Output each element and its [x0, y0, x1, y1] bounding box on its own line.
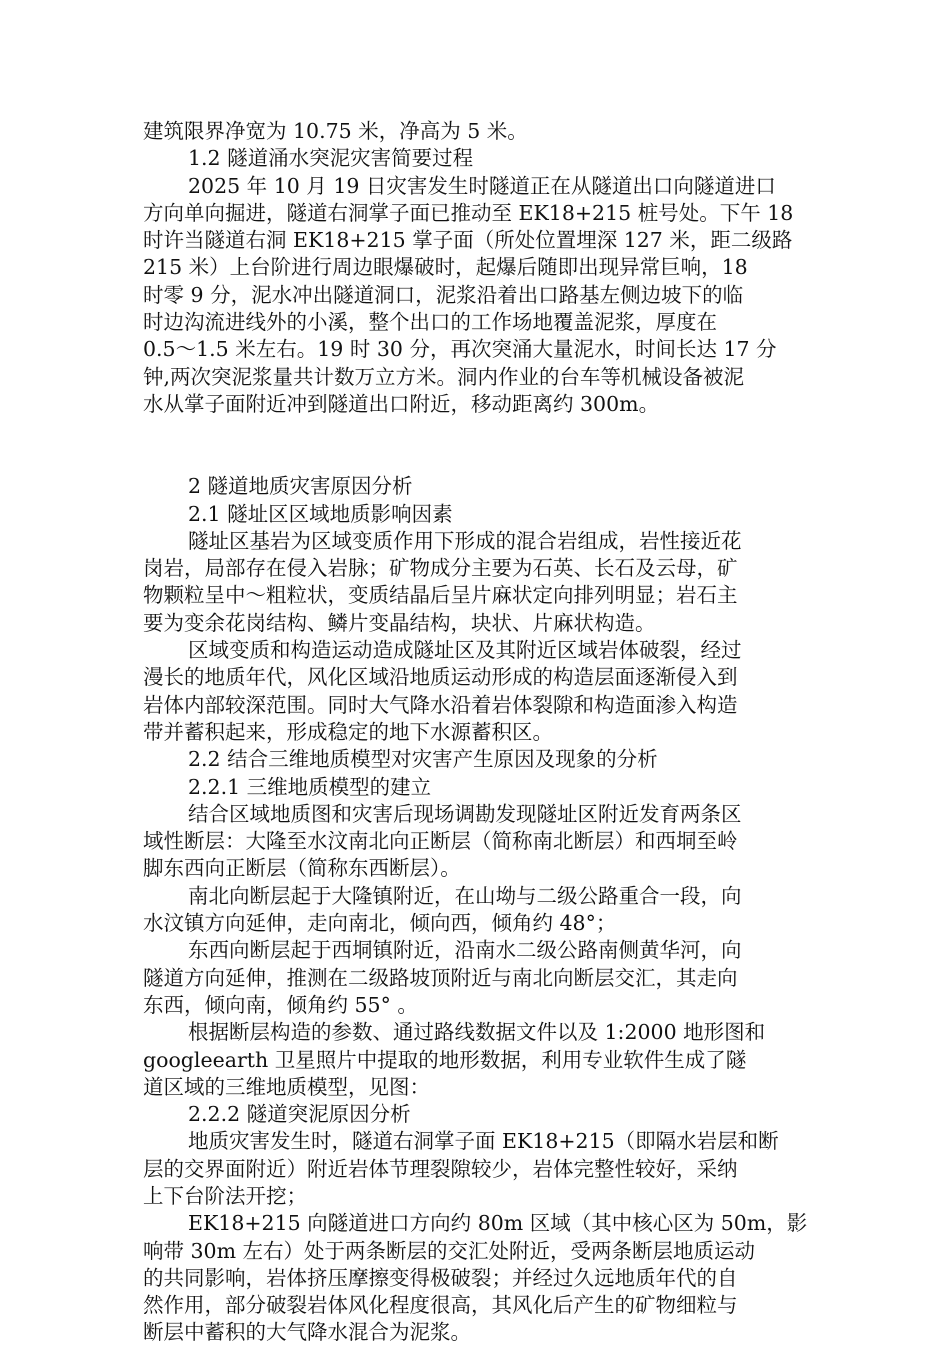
- paragraph-line: 钟,两次突泥浆量共计数万立方米。洞内作业的台车等机械设备被泥: [143, 364, 745, 389]
- paragraph-line: 地质灾害发生时，隧道右洞掌子面 EK18+215（即隔水岩层和断: [188, 1129, 779, 1154]
- paragraph-line: 道区域的三维地质模型，见图：: [143, 1074, 430, 1099]
- document-page: [143, 118, 808, 1347]
- body-paragraph: [143, 801, 808, 883]
- body-paragraph: [143, 1128, 808, 1210]
- paragraph-line: 南北向断层起于大隆镇附近，在山坳与二级公路重合一段，向: [188, 883, 742, 908]
- section-spacer: [143, 418, 808, 473]
- body-paragraph: [143, 1210, 808, 1346]
- paragraph-line: 根据断层构造的参数、通过路线数据文件以及 1:2000 地形图和: [188, 1020, 766, 1045]
- paragraph-line: 2025 年 10 月 19 日灾害发生时隧道正在从隧道出口向隧道进口: [188, 173, 776, 198]
- body-paragraph: [143, 937, 808, 1019]
- heading-text: 1.2 隧道涌水突泥灾害简要过程: [188, 146, 474, 171]
- paragraph-line: 漫长的地质年代，风化区域沿地质运动形成的构造层面逐渐侵入到: [143, 665, 738, 690]
- section-heading: [143, 774, 808, 801]
- paragraph-line: 隧址区基岩为区域变质作用下形成的混合岩组成，岩性接近花: [188, 528, 742, 553]
- paragraph-line: 隧道方向延伸，推测在二级路坡顶附近与南北向断层交汇，其走向: [143, 965, 738, 990]
- paragraph-line: 的共同影响，岩体挤压摩擦变得极破裂；并经过久远地质年代的自: [143, 1265, 738, 1290]
- section-heading: [143, 746, 808, 773]
- paragraph-line: googleearth 卫星照片中提取的地形数据，利用专业软件生成了隧: [143, 1047, 747, 1072]
- heading-text: 2.2.2 隧道突泥原因分析: [188, 1102, 411, 1127]
- section-heading: [143, 473, 808, 500]
- paragraph-line: EK18+215 向隧道进口方向约 80m 区域（其中核心区为 50m，影: [188, 1211, 808, 1236]
- paragraph-line: 然作用，部分破裂岩体风化程度很高，其风化后产生的矿物细粒与: [143, 1293, 738, 1318]
- paragraph-line: 结合区域地质图和灾害后现场调勘发现隧址区附近发育两条区: [188, 801, 742, 826]
- paragraph-line: 215 米）上台阶进行周边眼爆破时，起爆后随即出现异常巨响，18: [143, 255, 748, 280]
- paragraph-line: 岩体内部较深范围。同时大气降水沿着岩体裂隙和构造面渗入构造: [143, 692, 738, 717]
- heading-text: 2.2 结合三维地质模型对灾害产生原因及现象的分析: [188, 747, 658, 772]
- section-heading: [143, 145, 808, 172]
- paragraph-line: 建筑限界净宽为 10.75 米，净高为 5 米。: [143, 119, 528, 143]
- paragraph-line: 东西向断层起于西垌镇附近，沿南水二级公路南侧黄华河，向: [188, 938, 742, 963]
- paragraph-line: 时许当隧道右洞 EK18+215 掌子面（所处位置埋深 127 米，距二级路: [143, 228, 793, 253]
- paragraph-line: 岗岩，局部存在侵入岩脉；矿物成分主要为石英、长石及云母，矿: [143, 556, 738, 581]
- body-paragraph: [143, 173, 808, 419]
- body-paragraph: [143, 118, 808, 145]
- heading-text: 2 隧道地质灾害原因分析: [188, 474, 413, 499]
- body-paragraph: [143, 528, 808, 637]
- paragraph-line: 域性断层：大隆至水汶南北向正断层（简称南北断层）和西垌至岭: [143, 829, 738, 854]
- paragraph-line: 方向单向掘进，隧道右洞掌子面已推动至 EK18+215 桩号处。下午 18: [143, 200, 794, 225]
- paragraph-line: 上下台阶法开挖；: [143, 1183, 307, 1208]
- paragraph-line: 响带 30m 左右）处于两条断层的交汇处附近，受两条断层地质运动: [143, 1238, 756, 1263]
- paragraph-line: 脚东西向正断层（简称东西断层）。: [143, 856, 461, 881]
- paragraph-line: 物颗粒呈中～粗粒状，变质结晶后呈片麻状定向排列明显；岩石主: [143, 583, 738, 608]
- paragraph-line: 时零 9 分，泥水冲出隧道洞口，泥浆沿着出口路基左侧边坡下的临: [143, 282, 744, 307]
- paragraph-line: 水从掌子面附近冲到隧道出口附近，移动距离约 300m。: [143, 391, 660, 416]
- paragraph-line: 区域变质和构造运动造成隧址区及其附近区域岩体破裂，经过: [188, 638, 742, 663]
- paragraph-line: 带并蓄积起来，形成稳定的地下水源蓄积区。: [143, 719, 553, 744]
- paragraph-line: 断层中蓄积的大气降水混合为泥浆。: [143, 1320, 471, 1345]
- heading-text: 2.1 隧址区区域地质影响因素: [188, 501, 453, 526]
- section-heading: [143, 1101, 808, 1128]
- body-paragraph: [143, 883, 808, 938]
- heading-text: 2.2.1 三维地质模型的建立: [188, 774, 432, 799]
- paragraph-line: 层的交界面附近）附近岩体节理裂隙较少，岩体完整性较好，采纳: [143, 1156, 738, 1181]
- paragraph-line: 东西，倾向南，倾角约 55° 。: [143, 992, 418, 1017]
- section-heading: [143, 501, 808, 528]
- paragraph-line: 要为变余花岗结构、鳞片变晶结构，块状、片麻状构造。: [143, 610, 656, 635]
- paragraph-line: 时边沟流进线外的小溪，整个出口的工作场地覆盖泥浆，厚度在: [143, 310, 717, 335]
- body-paragraph: [143, 1019, 808, 1101]
- body-paragraph: [143, 637, 808, 746]
- paragraph-line: 0.5～1.5 米左右。19 时 30 分，再次突涌大量泥水，时间长达 17 分: [143, 337, 777, 362]
- paragraph-line: 水汶镇方向延伸，走向南北，倾向西，倾角约 48°；: [143, 911, 617, 936]
